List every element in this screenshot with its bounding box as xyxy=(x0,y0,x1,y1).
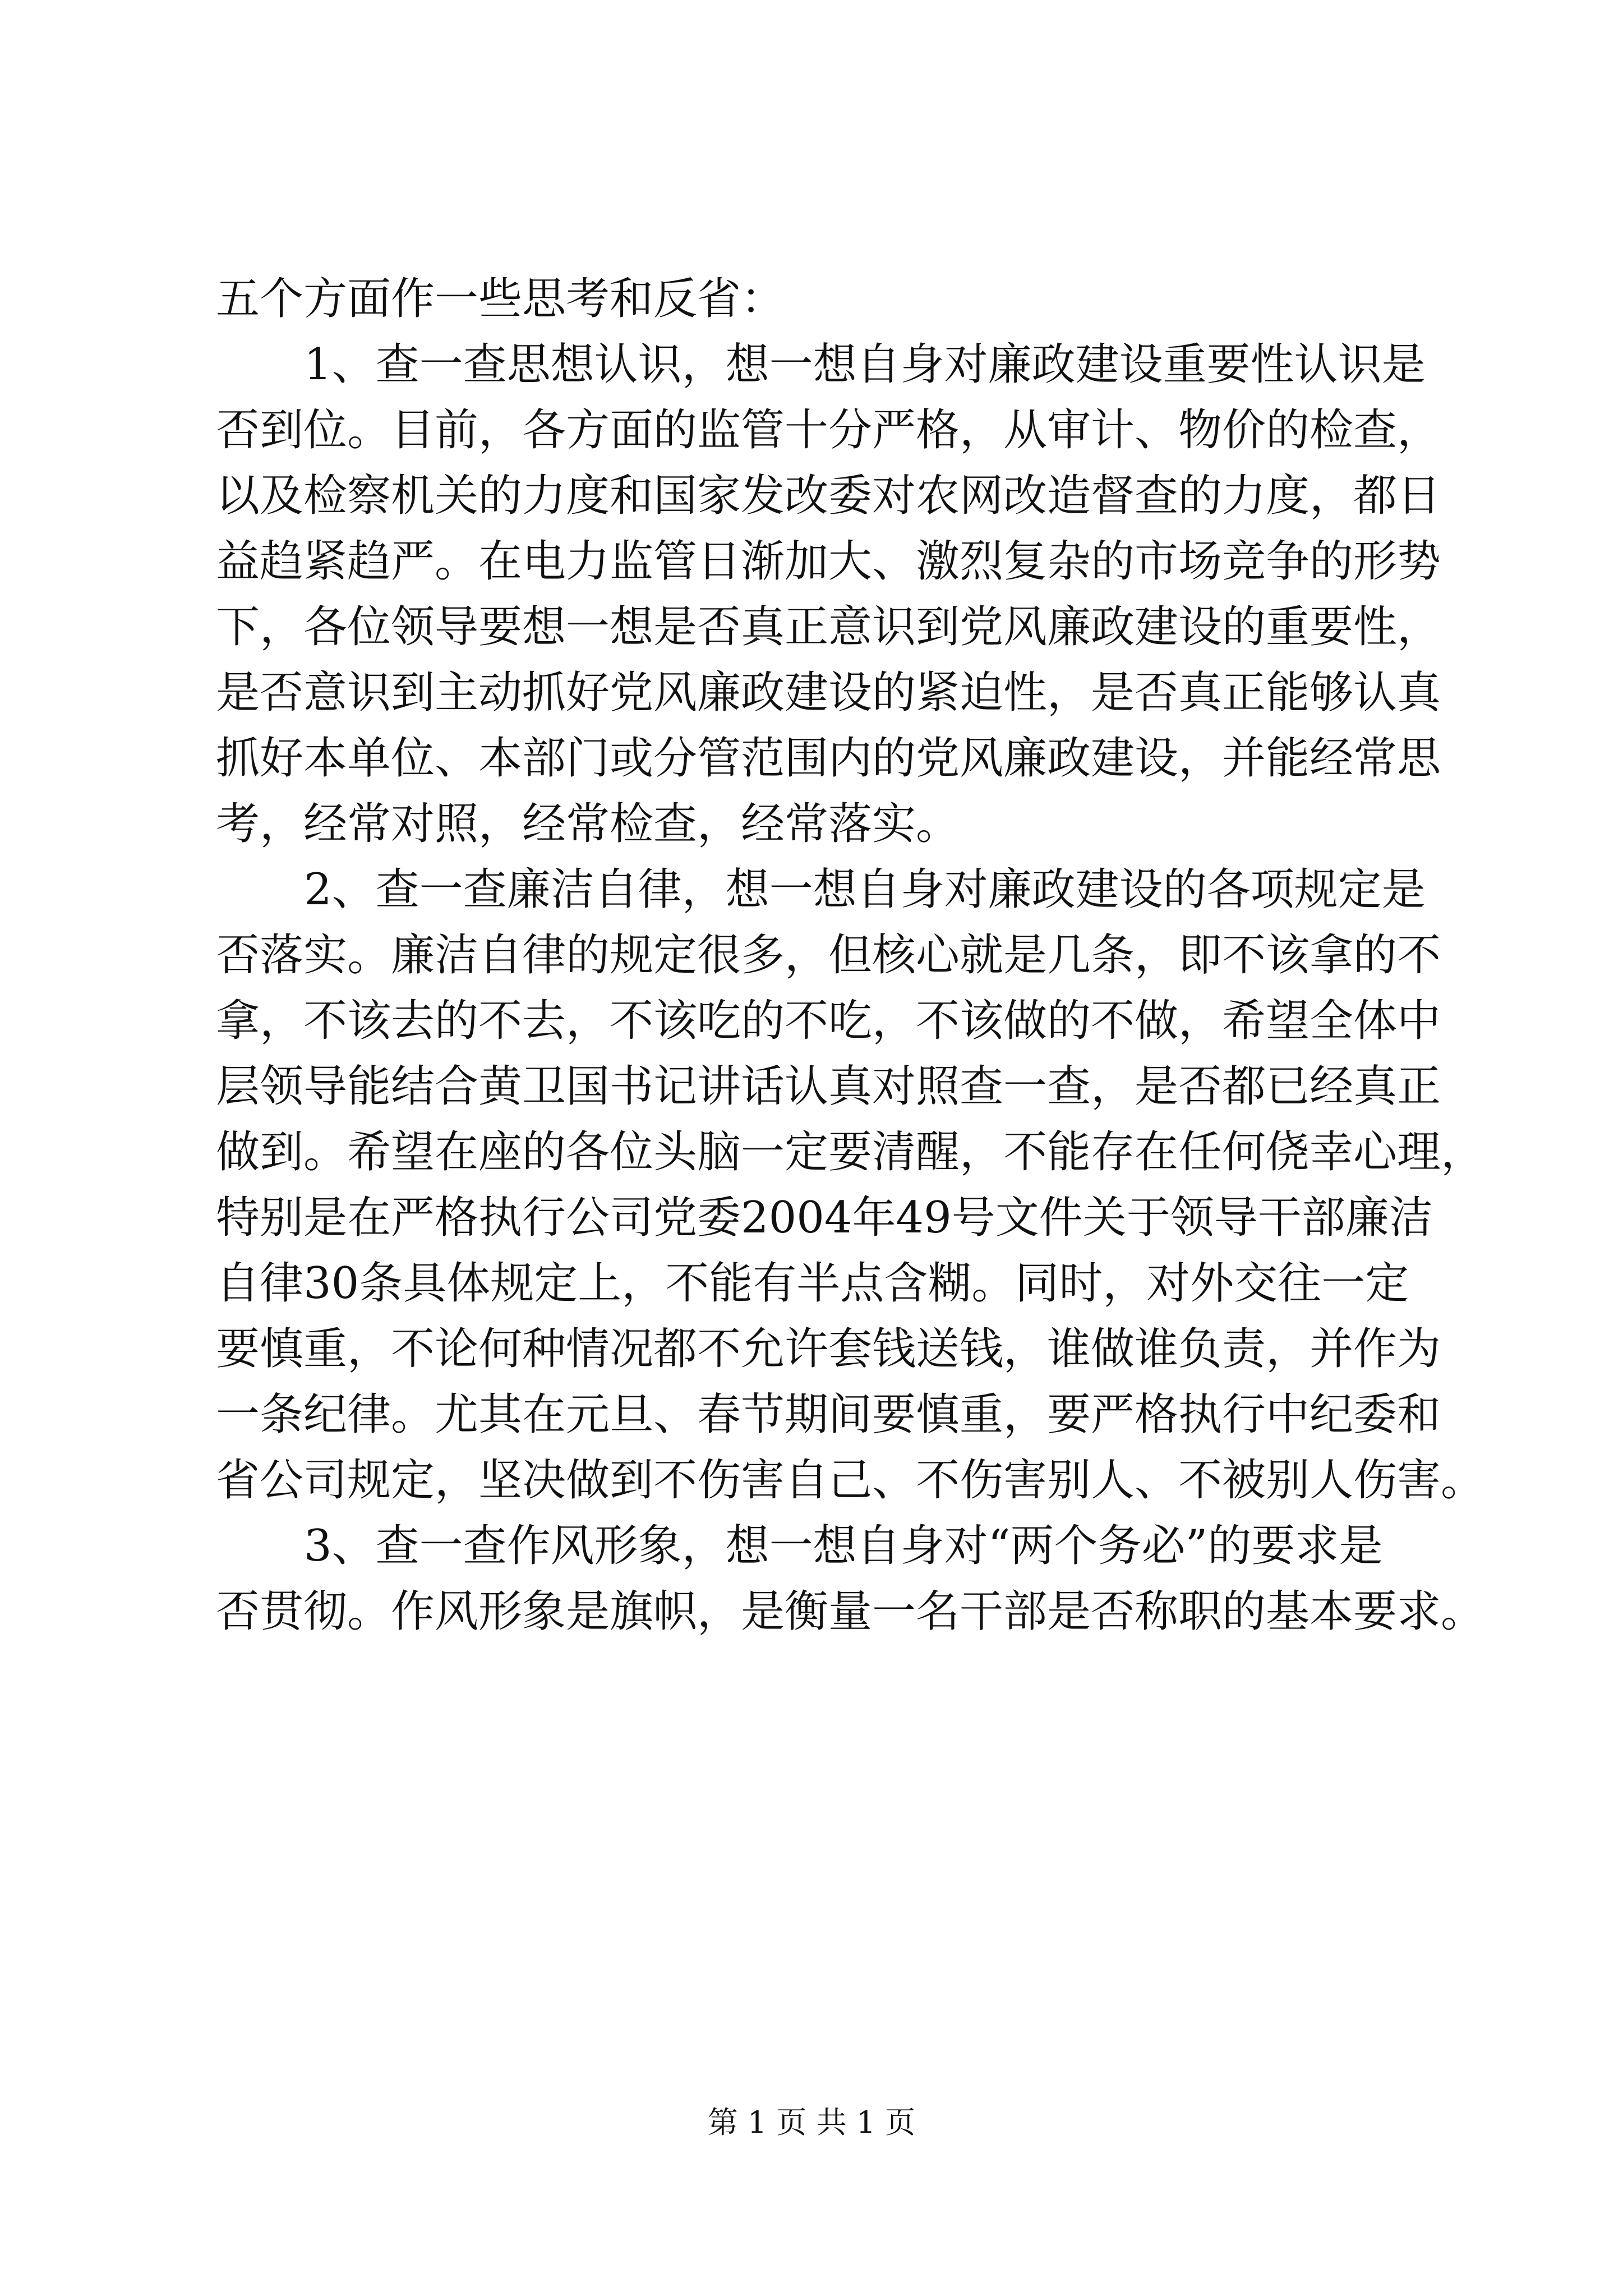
page-footer: 第 1 页 共 1 页 xyxy=(707,2105,916,2140)
text-line: 否贯彻。作风形象是旗帜，是衡量一名干部是否称职的基本要求。 xyxy=(216,1586,1485,1637)
text-line: 五个方面作一些思考和反省： xyxy=(216,274,785,324)
text-line: 一条纪律。尤其在元旦、春节期间要慎重，要严格执行中纪委和 xyxy=(216,1389,1441,1440)
paragraph-1-line: 1、查一查思想认识，想一想自身对廉政建设重要性认识是 xyxy=(304,339,1426,390)
text-line: 要慎重，不论何种情况都不允许套钱送钱，谁做谁负责，并作为 xyxy=(216,1324,1441,1374)
text-line: 下，各位领导要想一想是否真正意识到党风廉政建设的重要性， xyxy=(216,602,1441,652)
text-line: 特别是在严格执行公司党委2004年49号文件关于领导干部廉洁 xyxy=(216,1193,1433,1243)
text-line: 益趋紧趋严。在电力监管日渐加大、激烈复杂的市场竞争的形势 xyxy=(216,536,1441,587)
text-line: 省公司规定，坚决做到不伤害自己、不伤害别人、不被别人伤害。 xyxy=(216,1455,1485,1506)
text-line: 拿，不该去的不去，不该吃的不吃，不该做的不做，希望全体中 xyxy=(216,996,1441,1046)
text-line: 做到。希望在座的各位头脑一定要清醒，不能存在任何侥幸心理， xyxy=(216,1127,1485,1177)
text-line: 以及检察机关的力度和国家发改委对农网改造督查的力度，都日 xyxy=(216,471,1441,521)
paragraph-2-line: 2、查一查廉洁自律，想一想自身对廉政建设的各项规定是 xyxy=(304,864,1426,915)
text-line: 抓好本单位、本部门或分管范围内的党风廉政建设，并能经常思 xyxy=(216,733,1441,784)
document-body xyxy=(216,266,1485,1645)
text-line: 层领导能结合黄卫国书记讲话认真对照查一查，是否都已经真正 xyxy=(216,1061,1441,1112)
paragraph-3-line: 3、查一查作风形象，想一想自身对“两个务必”的要求是 xyxy=(304,1521,1383,1571)
text-line: 是否意识到主动抓好党风廉政建设的紧迫性，是否真正能够认真 xyxy=(216,668,1441,718)
text-line: 考，经常对照，经常检查，经常落实。 xyxy=(216,799,960,849)
text-line: 否落实。廉洁自律的规定很多，但核心就是几条，即不该拿的不 xyxy=(216,930,1441,981)
text-line: 自律30条具体规定上，不能有半点含糊。同时，对外交往一定 xyxy=(216,1258,1409,1309)
text-line: 否到位。目前，各方面的监管十分严格，从审计、物价的检查， xyxy=(216,405,1441,455)
